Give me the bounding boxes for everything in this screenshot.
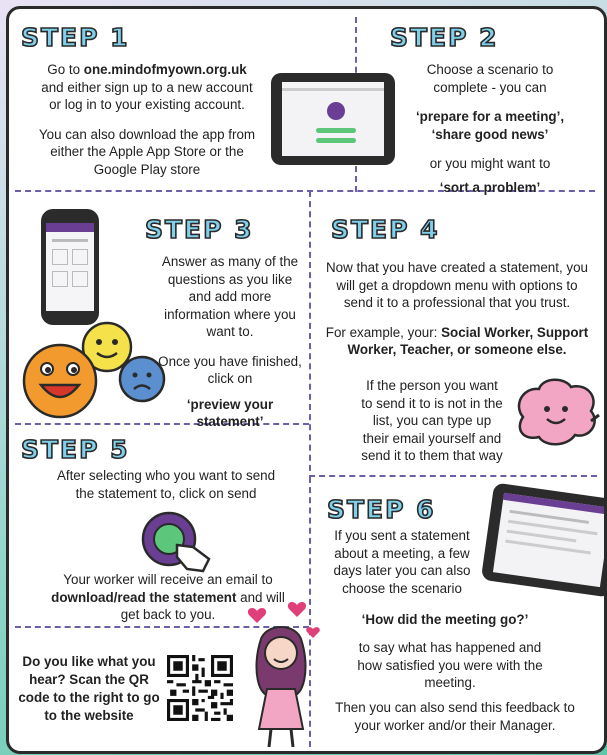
tablet-illustration — [271, 73, 395, 165]
qr-code[interactable] — [167, 655, 233, 721]
emoji-faces-icon — [15, 309, 175, 421]
step2-text: Choose a scenario to complete - you can ‘prepare for a meeting’, ‘share good news’ or you might want to ‘sort a problem’ — [415, 62, 565, 195]
step5-note: Your worker will receive an email to download/read the statement and will get back to you. — [51, 572, 285, 622]
step6-title: STEP 6 — [327, 495, 436, 524]
brain-character-icon — [509, 375, 601, 453]
step3-title: STEP 3 — [145, 215, 254, 244]
step3-text: Answer as many of the questions as you like and add more information where you want to. Once you have finished, click on ‘preview your statement’ — [158, 254, 302, 429]
step1-title: STEP 1 — [21, 23, 130, 52]
step2-title: STEP 2 — [390, 23, 499, 52]
step6-text-3: Then you can also send this feedback to your worker and/or their Manager. — [335, 700, 575, 733]
divider — [309, 191, 311, 481]
website-url[interactable]: one.mindofmyown.org.uk — [83, 62, 247, 77]
step6-scenario: ‘How did the meeting go?’ — [361, 612, 529, 627]
divider — [309, 475, 597, 477]
step5-text: After selecting who you want to send the statement to, click on send — [56, 468, 276, 501]
phone-illustration — [41, 209, 99, 325]
step4-title: STEP 4 — [331, 215, 440, 244]
step1-text: Go to one.mindofmyown.org.uk and either sign up to a new account or log in to your existing account. You can also download the app from either the Apple App Store or the Google Play store — [38, 62, 256, 177]
girl-character-icon — [241, 599, 321, 751]
instruction-sheet — [6, 6, 607, 754]
step5-title: STEP 5 — [21, 435, 130, 464]
send-button-icon — [137, 509, 217, 573]
step6-text: If you sent a statement about a meeting, a few days later you can also choose the scenario — [333, 528, 471, 596]
step4-note: If the person you want to send it to is not in the list, you can type up their email yourself and send it to them that way — [361, 378, 503, 463]
tablet-illustration-2 — [481, 482, 607, 597]
app-logo-icon — [327, 102, 345, 120]
qr-prompt-text: Do you like what you hear? Scan the QR code to the right to go to the website — [18, 654, 160, 723]
step4-text: Now that you have created a statement, you will get a dropdown menu with options to send it to a professional that you trust. For example, your: Social Worker, Support Worker, Teacher, or someone else. — [325, 260, 589, 357]
step6-text-2: to say what has happened and how satisfied you were with the meeting. — [357, 640, 543, 690]
